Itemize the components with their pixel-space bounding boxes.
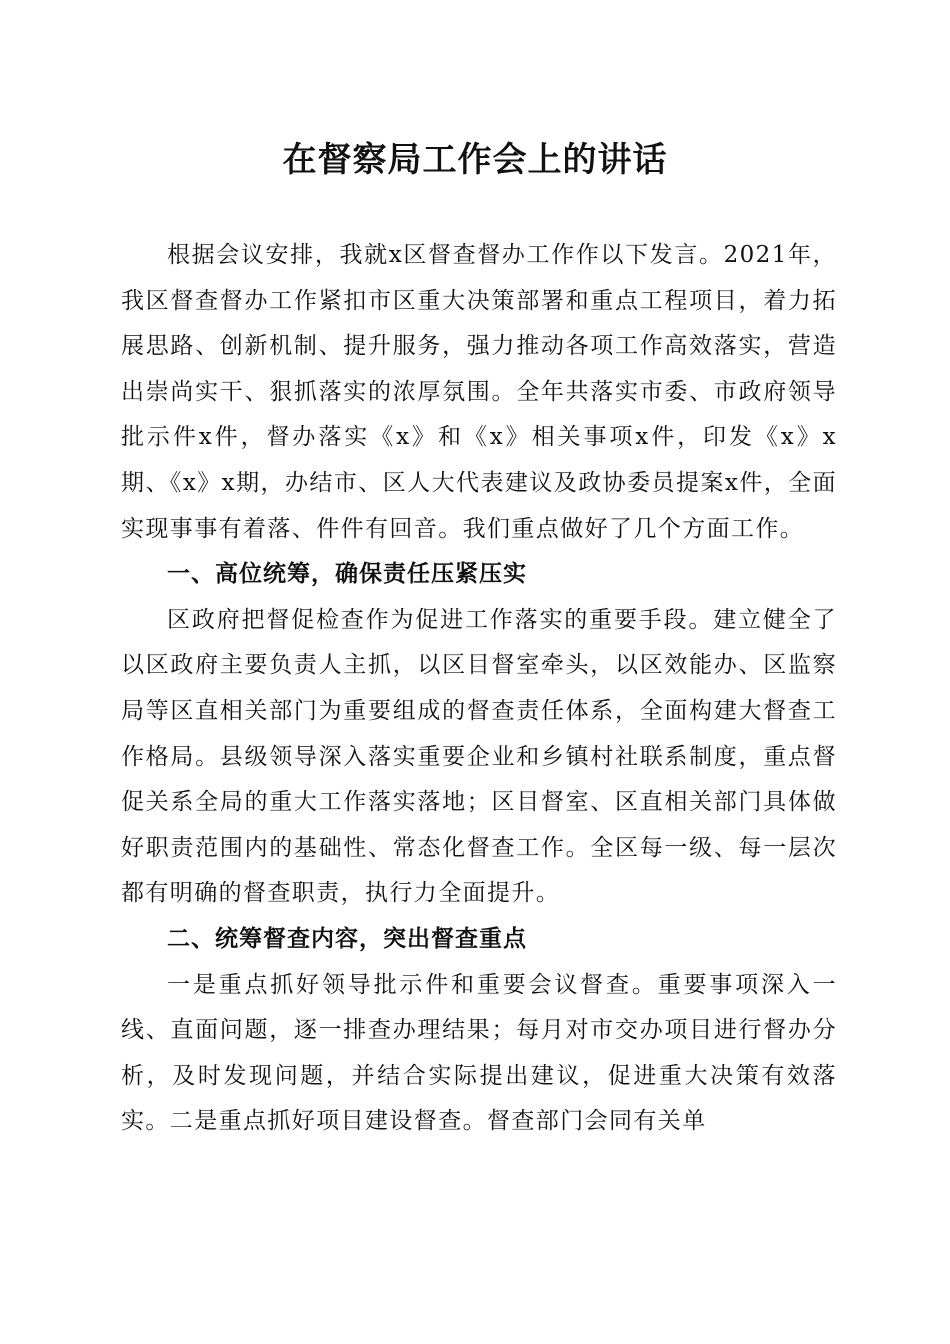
document-body bbox=[121, 233, 837, 1145]
section-heading-1: 一、高位统筹，确保责任压紧压实 bbox=[167, 561, 527, 588]
section-1-paragraph: 区政府把督促检查作为促进工作落实的重要手段。建立健全了以区政府主要负责人主抓，以区目督室牵头，以区效能办、区监察局等区直相关部门为重要组成的督查责任体系，全面构建大督查工作格局。县级领导深入落实重要企业和乡镇村社联系制度，重点督促关系全局的重大工作落实落地；区目督室、区直相关部门具体做好职责范围内的基础性、常态化督查工作。全区每一级、每一层次都有明确的督查职责，执行力全面提升。 bbox=[121, 606, 837, 907]
section-2-paragraph: 一是重点抓好领导批示件和重要会议督查。重要事项深入一线、直面问题，逐一排查办理结果；每月对市交办项目进行督办分析，及时发现问题，并结合实际提出建议，促进重大决策有效落实。二是重点抓好项目建设督查。督查部门会同有关单 bbox=[121, 971, 837, 1135]
intro-paragraph: 根据会议安排，我就x区督查督办工作作以下发言。2021年，我区督查督办工作紧扣市区重大决策部署和重点工程项目，着力拓展思路、创新机制、提升服务，强力推动各项工作高效落实，营造出崇尚实干、狠抓落实的浓厚氛围。全年共落实市委、市政府领导批示件x件，督办落实《x》和《x》相关事项x件，印发《x》x期、《x》x期，办结市、区人大代表建议及政协委员提案x件，全面实现事事有着落、件件有回音。我们重点做好了几个方面工作。 bbox=[121, 242, 837, 542]
document-title: 在督察局工作会上的讲话 bbox=[282, 140, 668, 180]
section-heading-2: 二、统筹督查内容，突出督查重点 bbox=[167, 925, 527, 952]
